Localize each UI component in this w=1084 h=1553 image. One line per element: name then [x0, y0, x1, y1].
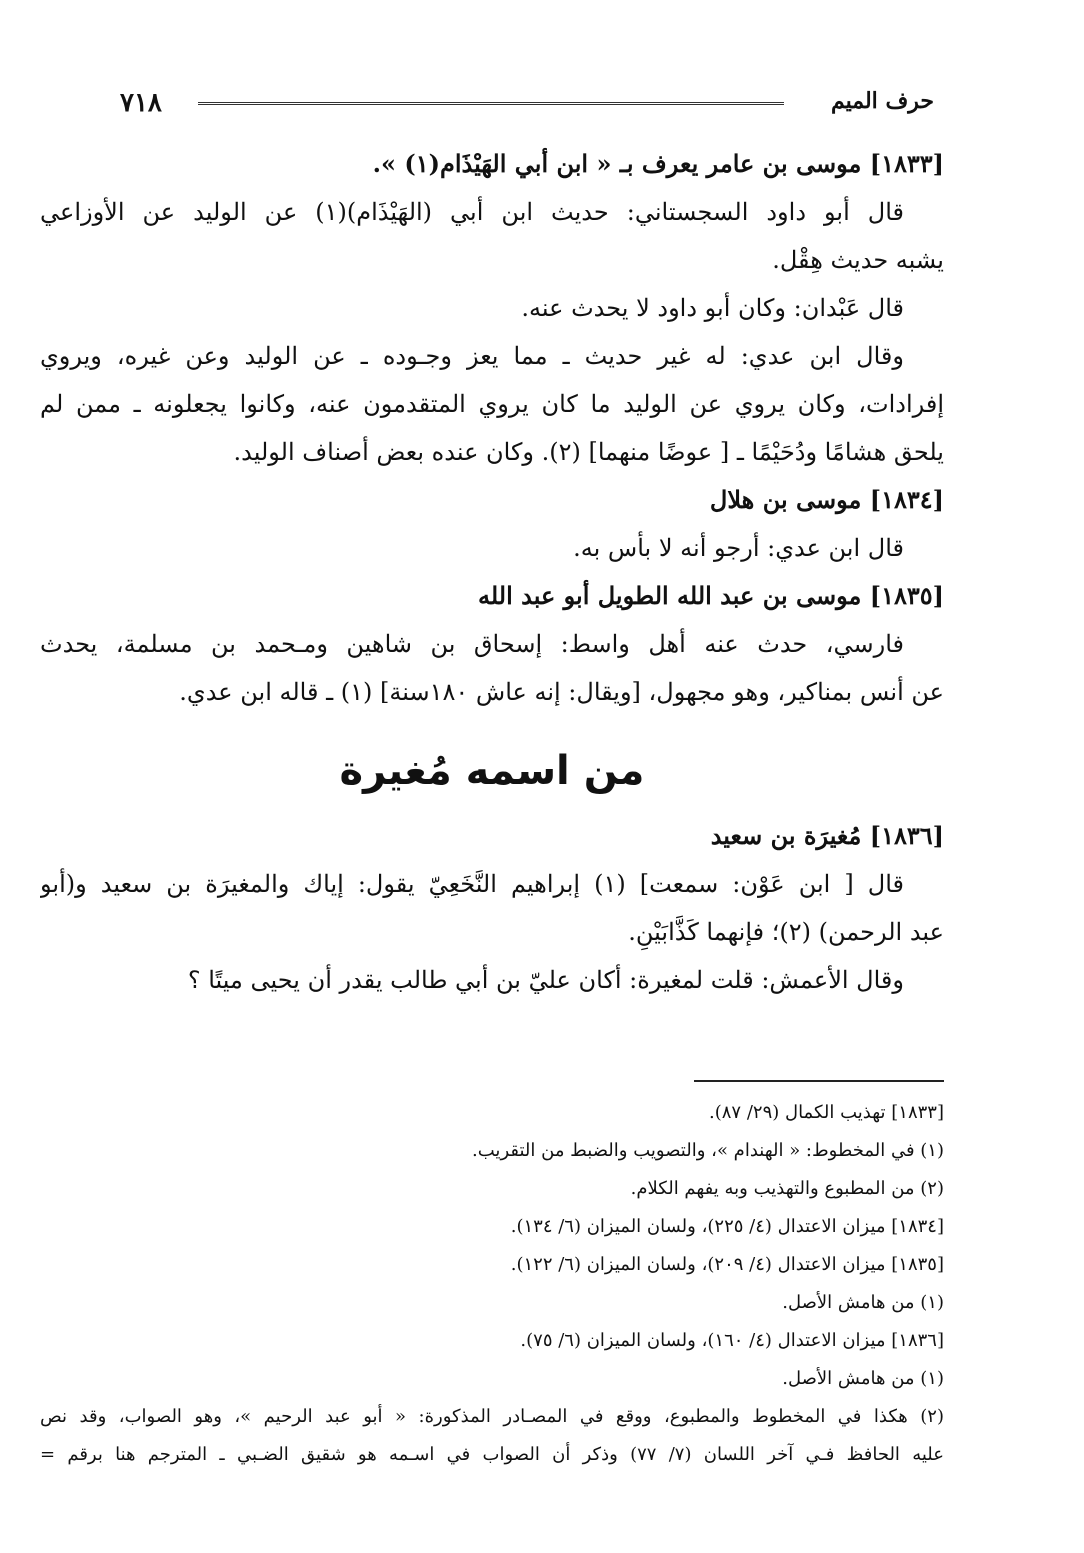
text-line: [١٨٣٦] مُغيرَة بن سعيد	[710, 821, 944, 850]
running-header	[120, 84, 934, 120]
text-line: يلحق هشامًا ودُحَيْمًا ـ [ عوضًا منهما] (٢). وكان عنده بعض أصناف الوليد.	[233, 438, 944, 466]
footnote-line: (١) من هامش الأصل.	[782, 1292, 944, 1313]
footnote-line: (١) في المخطوط: « الهندام »، والتصويب والضبط من التقريب.	[472, 1140, 944, 1161]
footnote-line: عليه الحافظ فـي آخر اللسان (٧/ ٧٧) وذكر أن الصواب في اسـمه هو شقيق الضـبي ـ المترجم هنا برقم =	[40, 1444, 944, 1465]
text-line: عبد الرحمن) (٢)؛ فإنهما كَذَّابَيْنِ.	[628, 918, 944, 946]
text-line: قال ابن عدي: أرجو أنه لا بأس به.	[573, 534, 904, 562]
footnote-rule	[694, 1080, 944, 1082]
text-line: وقال ابن عدي: له غير حديث ـ مما يعز وجـوده ـ عن الوليد وعن غيره، ويروي	[40, 342, 904, 370]
text-line: [١٨٣٤] موسى بن هلال	[709, 485, 944, 514]
text-line: [١٨٣٥] موسى بن عبد الله الطويل أبو عبد الله	[477, 581, 944, 610]
footnote-line: (١) من هامش الأصل.	[782, 1368, 944, 1389]
footnote-line: [١٨٣٦] ميزان الاعتدال (٤/ ١٦٠)، ولسان الميزان (٦/ ٧٥).	[520, 1330, 944, 1351]
text-line: إفرادات، وكان يروي عن الوليد ما كان يروي المتقدمون عنه، وكانوا يجعلونه ـ ممن لم	[40, 390, 944, 418]
text-line: قال أبو داود السجستاني: حديث ابن أبي (الهَيْذَام)(١) عن الوليد عن الأوزاعي	[40, 198, 904, 226]
running-header-title: حرف الميم	[830, 88, 934, 114]
text-line: قال عَبْدان: وكان أبو داود لا يحدث عنه.	[521, 294, 904, 322]
text-line: فارسي، حدث عنه أهل واسط: إسحاق بن شاهين ومـحمد بن مسلمة، يحدث	[40, 630, 904, 658]
page-number: ٧١٨	[120, 88, 162, 118]
text-line: قال [ ابن عَوْن: سمعت] (١) إبراهيم النَّخَعِيّ يقول: إياك والمغيرَة بن سعيد و(أبو	[40, 870, 904, 898]
footnote-line: (٢) هكذا في المخطوط والمطبوع، ووقع في المصـادر المذكورة: « أبو عبد الرحيم »، وهو الصواب، وقد نص	[40, 1406, 944, 1427]
footnote-line: [١٨٣٣] تهذيب الكمال (٢٩/ ٨٧).	[709, 1102, 944, 1123]
text-line: عن أنس بمناكير، وهو مجهول، [ويقال: إنه عاش ١٨٠سنة] (١) ـ قاله ابن عدي.	[179, 678, 944, 706]
chapter-title: من اسمه مُغيرة	[339, 748, 645, 794]
footnote-line: [١٨٣٥] ميزان الاعتدال (٤/ ٢٠٩)، ولسان الميزان (٦/ ١٢٢).	[510, 1254, 944, 1275]
body-section-1	[40, 140, 944, 716]
footnote-line: [١٨٣٤] ميزان الاعتدال (٤/ ٢٢٥)، ولسان الميزان (٦/ ١٣٤).	[510, 1216, 944, 1237]
text-line: يشبه حديث هِقْل.	[772, 246, 944, 274]
footnotes	[40, 1094, 944, 1474]
text-line: وقال الأعمش: قلت لمغيرة: أكان عليّ بن أبي طالب يقدر أن يحيى ميتًا ؟	[187, 966, 904, 994]
main-text	[40, 140, 944, 1004]
header-rule	[198, 102, 784, 105]
text-line: [١٨٣٣] موسى بن عامر يعرف بـ « ابن أبي الهَيْذَام(١) ».	[372, 149, 944, 178]
body-section-2	[40, 812, 944, 1004]
footnote-line: (٢) من المطبوع والتهذيب وبه يفهم الكلام.	[630, 1178, 944, 1199]
